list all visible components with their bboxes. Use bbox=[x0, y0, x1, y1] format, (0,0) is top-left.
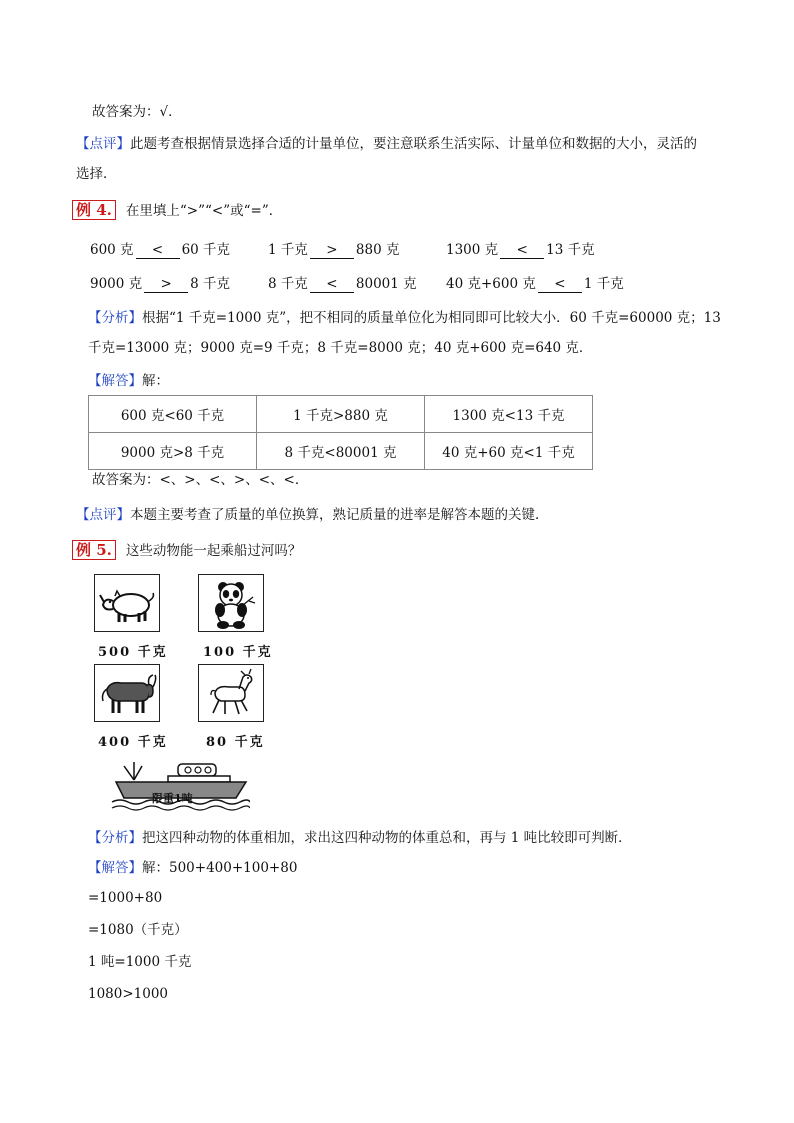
comment-line: 【点评】本题主要考查了质量的单位换算，熟记质量的进率是解答本题的关键． bbox=[76, 507, 549, 523]
table-row bbox=[89, 433, 593, 470]
solution-tag: 【解答】 bbox=[88, 373, 142, 389]
question-item: 1300 克 < 13 千克 bbox=[446, 242, 595, 258]
answer-blank: < bbox=[538, 276, 582, 293]
example-4-title: 在里填上“>”“<”或“=”． bbox=[125, 203, 283, 219]
answer-table bbox=[88, 395, 593, 470]
question-item: 9000 克 > 8 千克 bbox=[90, 276, 231, 292]
animal-weight: 80 千克 bbox=[206, 735, 265, 750]
calc-step: 1 吨=1000 千克 bbox=[88, 954, 192, 970]
comment-line-2: 选择． bbox=[76, 166, 117, 182]
example-4-badge: 例 4. bbox=[72, 200, 116, 220]
analysis-line-2: 千克=13000 克；9000 克=9 千克；8 千克=8000 克；40 克+600 克=640 克． bbox=[88, 340, 593, 356]
table-cell: 8 千克<80001 克 bbox=[257, 433, 425, 470]
question-item: 40 克+600 克 < 1 千克 bbox=[446, 276, 624, 292]
rhino-icon bbox=[95, 575, 159, 631]
comment-tag: 【点评】 bbox=[76, 136, 130, 152]
animal-card bbox=[198, 664, 264, 722]
question-item: 8 千克 < 80001 克 bbox=[268, 276, 417, 292]
table-cell: 600 克<60 千克 bbox=[89, 396, 257, 433]
calc-step: =1080（千克） bbox=[88, 922, 188, 938]
example-4-heading bbox=[72, 200, 282, 221]
question-item: 600 克 < 60 千克 bbox=[90, 242, 231, 258]
animal-card bbox=[198, 574, 264, 632]
solution-line: 【解答】解： bbox=[88, 373, 169, 389]
animal-card bbox=[94, 664, 160, 722]
analysis-line: 【分析】根据“1 千克=1000 克”，把不相同的质量单位化为相同即可比较大小．60 千克=60000 克；13 bbox=[88, 310, 721, 326]
answer-blank: < bbox=[310, 276, 354, 293]
analysis-tag: 【分析】 bbox=[88, 830, 142, 846]
animal-weight: 100 千克 bbox=[203, 645, 273, 660]
solution-line: 【解答】解：500+400+100+80 bbox=[88, 860, 298, 876]
answer-blank: > bbox=[144, 276, 188, 293]
answer-blank: < bbox=[500, 242, 544, 259]
answer-blank: < bbox=[136, 242, 180, 259]
comment-tag: 【点评】 bbox=[76, 507, 130, 523]
previous-answer: 故答案为：√． bbox=[92, 104, 182, 120]
panda-icon bbox=[199, 575, 263, 631]
example-5-badge: 例 5. bbox=[72, 540, 116, 560]
animal-card bbox=[94, 574, 160, 632]
table-cell: 1 千克>880 克 bbox=[257, 396, 425, 433]
analysis-tag: 【分析】 bbox=[88, 310, 142, 326]
solution-tag: 【解答】 bbox=[88, 860, 142, 876]
bull-icon bbox=[95, 665, 159, 721]
question-item: 1 千克 > 880 克 bbox=[268, 242, 400, 258]
calc-step: 1080>1000 bbox=[88, 986, 169, 1002]
table-cell: 40 克+60 克<1 千克 bbox=[425, 433, 593, 470]
boat-label: 限重1吨 bbox=[152, 792, 193, 805]
analysis-line: 【分析】把这四种动物的体重相加，求出这四种动物的体重总和，再与 1 吨比较即可判断． bbox=[88, 830, 632, 846]
animal-weight: 500 千克 bbox=[98, 645, 168, 660]
example-4-answer: 故答案为：<、>、<、>、<、<． bbox=[92, 472, 309, 488]
animal-weight: 400 千克 bbox=[98, 735, 168, 750]
answer-blank: > bbox=[310, 242, 354, 259]
table-row bbox=[89, 396, 593, 433]
comment-text: 此题考查根据情景选择合适的计量单位，要注意联系生活实际、计量单位和数据的大小，灵活的 bbox=[130, 136, 697, 152]
comment-line bbox=[76, 134, 697, 154]
goat-icon bbox=[199, 665, 263, 721]
table-cell: 9000 克>8 千克 bbox=[89, 433, 257, 470]
example-5-title: 这些动物能一起乘船过河吗？ bbox=[125, 543, 302, 559]
example-5-heading bbox=[72, 540, 301, 561]
calc-step: =1000+80 bbox=[88, 890, 163, 906]
table-cell: 1300 克<13 千克 bbox=[425, 396, 593, 433]
